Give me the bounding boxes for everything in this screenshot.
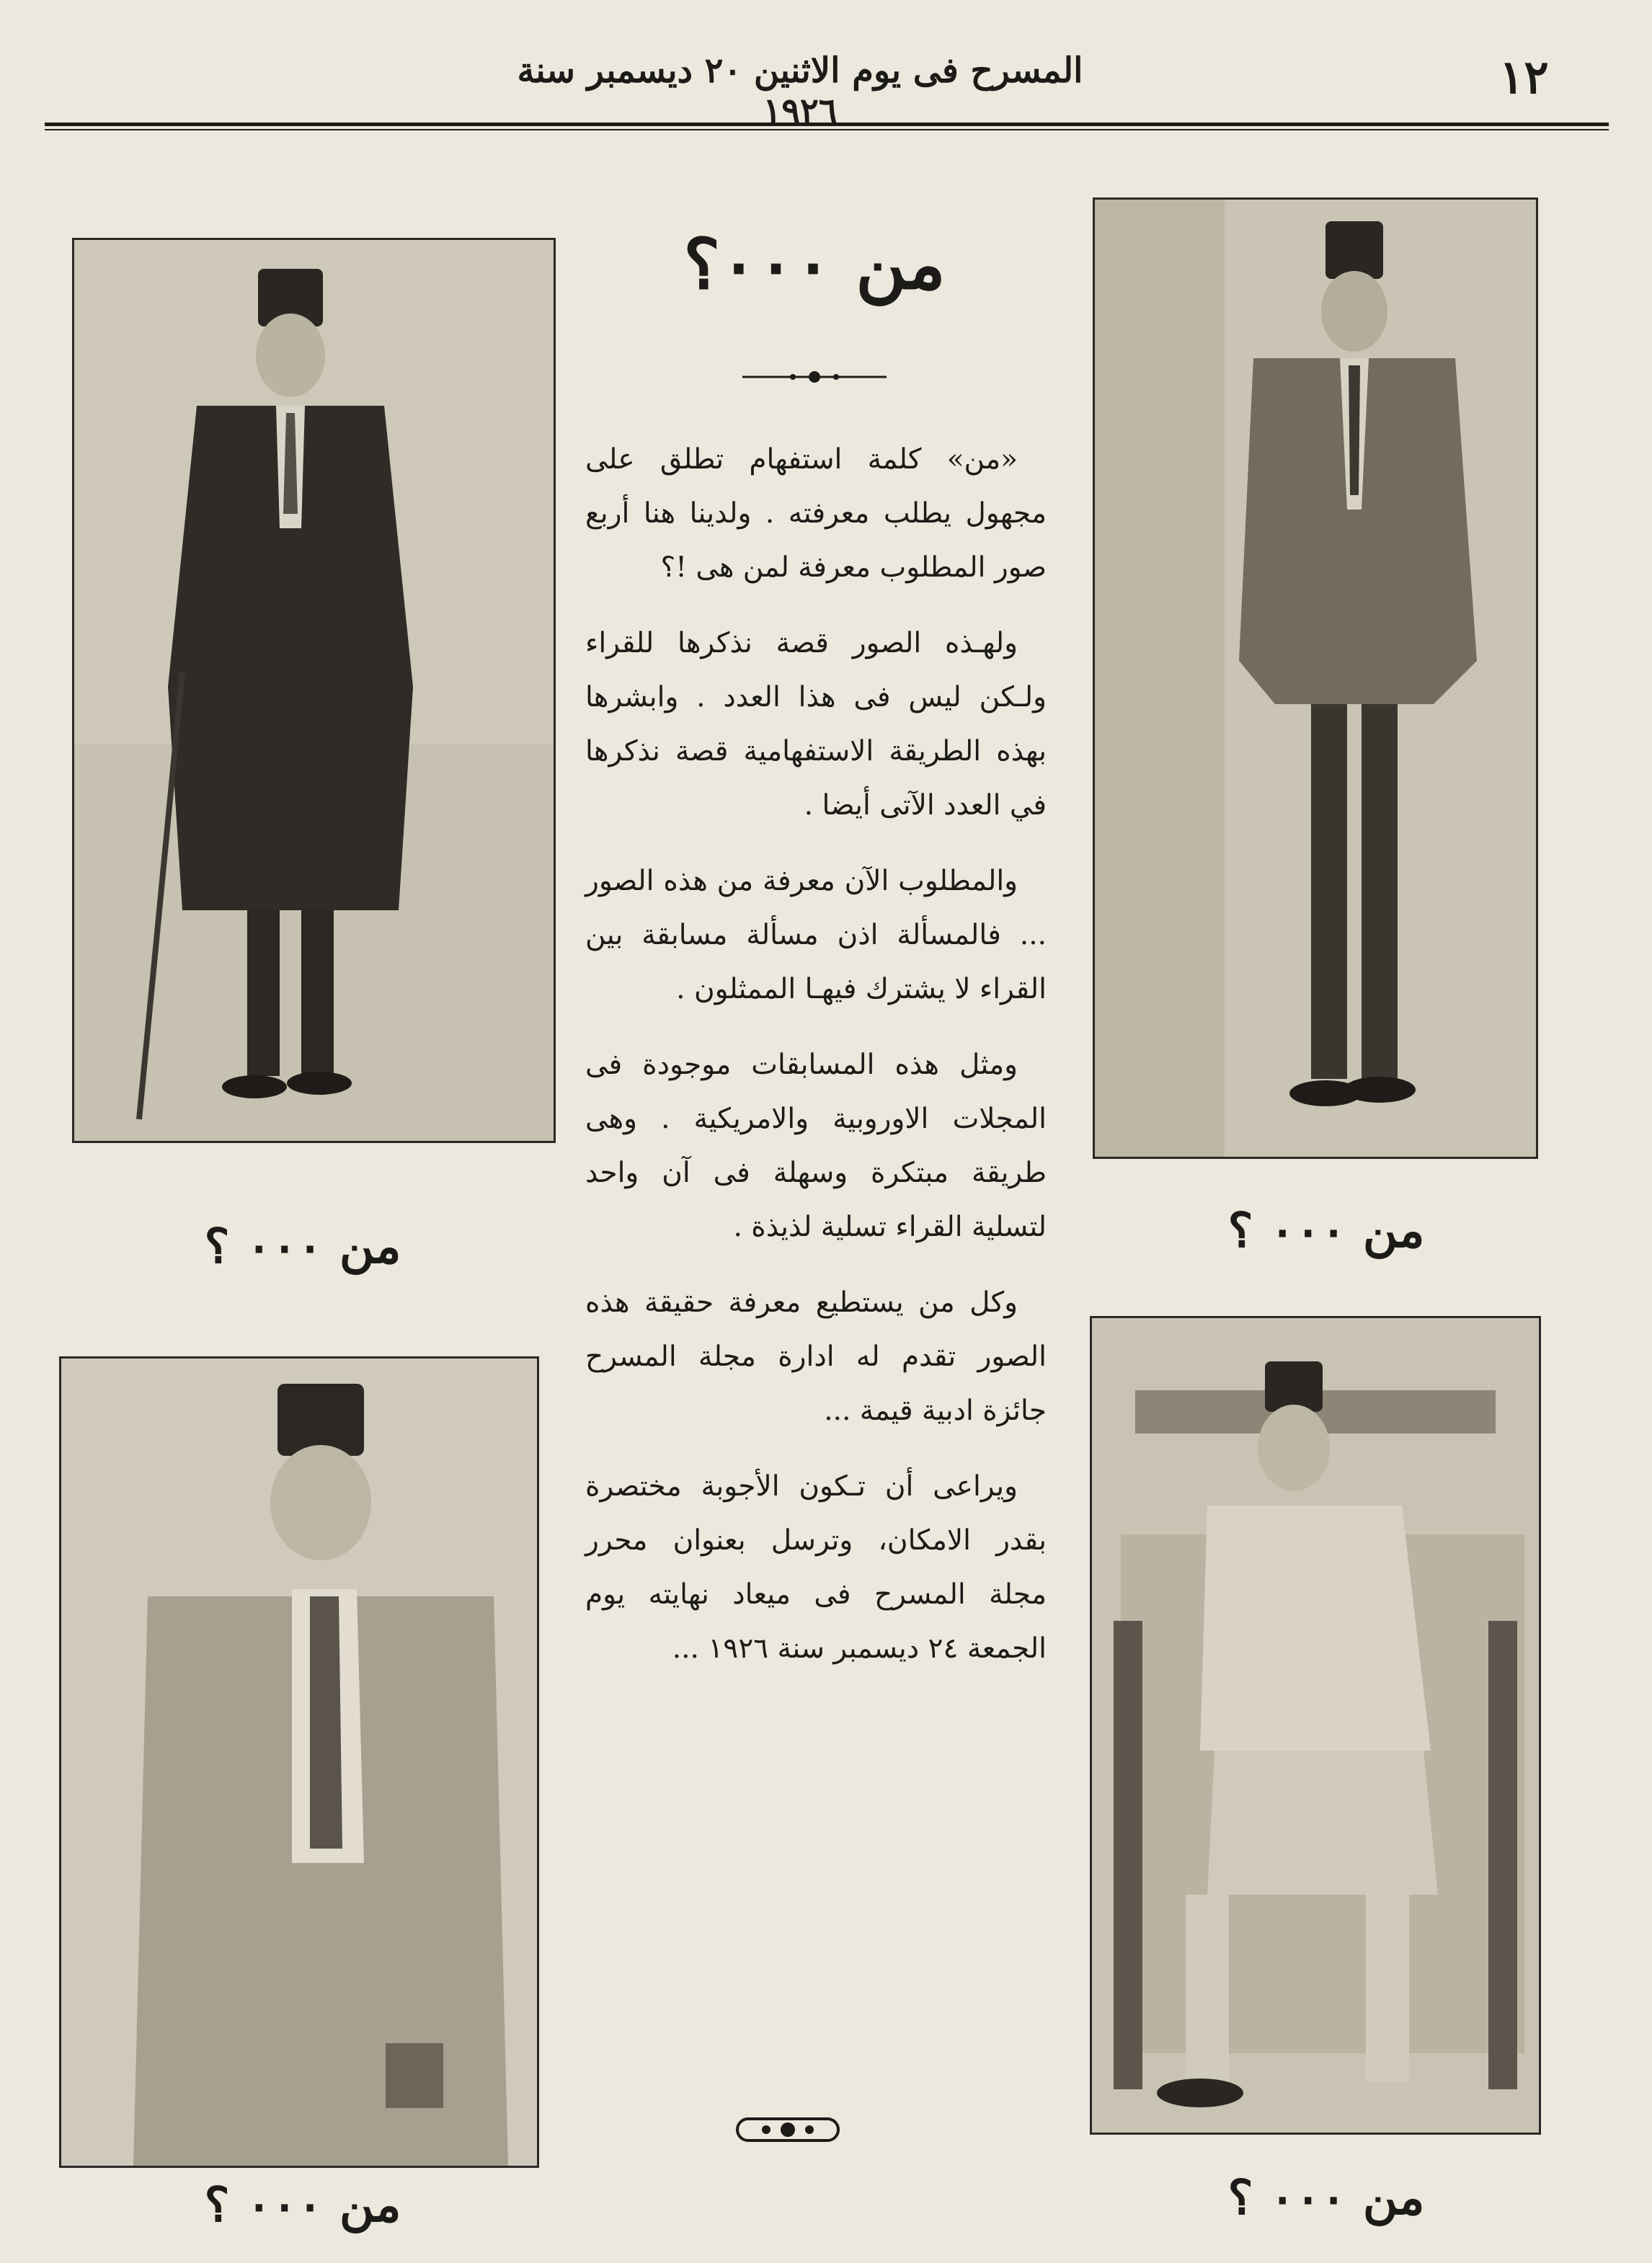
article-body xyxy=(585,432,1047,1697)
photo-seated-man xyxy=(1090,1316,1541,2135)
caption-top-right: من ٠٠٠ ؟ xyxy=(1227,1202,1425,1258)
photo-man-in-jacket xyxy=(59,1356,539,2168)
paragraph: والمطلوب الآن معرفة من هذه الصور ... فالمسألة اذن مسألة مسابقة بين القراء لا يشترك فيهـا الممثلون . xyxy=(585,865,1047,1005)
paragraph: «من» كلمة استفهام تطلق على مجهول يطلب معرفته . ولدينا هنا أربع صور المطلوب معرفة لمن هى !؟ xyxy=(585,443,1047,584)
paragraph: ولهـذه الصور قصة نذكرها للقراء ولـكن ليس فى هذا العدد . وابشرها بهذه الطريقة الاستفهامية قصة نذكرها في العدد الآتى أيضا . xyxy=(585,627,1047,822)
paragraph: ويراعى أن تـكون الأجوبة مختصرة بقدر الامكان، وترسل بعنوان محرر مجلة المسرح فى ميعاد نهايته يوم الجمعة ٢٤ ديسمبر سنة ١٩٢٦ ... xyxy=(585,1470,1047,1665)
paragraph: وكل من يستطيع معرفة حقيقة هذه الصور تقدم له ادارة مجلة المسرح جائزة ادبية قيمة ... xyxy=(585,1286,1047,1427)
footer-ornament xyxy=(734,2112,842,2148)
page-number: ١٢ xyxy=(1499,50,1549,105)
article-title: من ٠٠٠؟ xyxy=(683,223,946,305)
caption-bottom-left: من ٠٠٠ ؟ xyxy=(204,2177,401,2233)
ornament-divider xyxy=(742,366,887,388)
header-rule xyxy=(45,123,1609,130)
running-head: المسرح فى يوم الاثنين ٢٠ ديسمبر سنة ١٩٢٦ xyxy=(517,50,1083,131)
paragraph: ومثل هذه المسابقات موجودة فى المجلات الاوروبية والامريكية . وهى طريقة مبتكرة وسهلة فى آن واحد لتسلية القراء تسلية لذيذة . xyxy=(585,1049,1047,1243)
photo-standing-man xyxy=(1093,197,1538,1159)
caption-top-left: من ٠٠٠ ؟ xyxy=(204,1218,401,1274)
photo-man-with-cane xyxy=(72,238,556,1143)
caption-bottom-right: من ٠٠٠ ؟ xyxy=(1227,2169,1425,2226)
